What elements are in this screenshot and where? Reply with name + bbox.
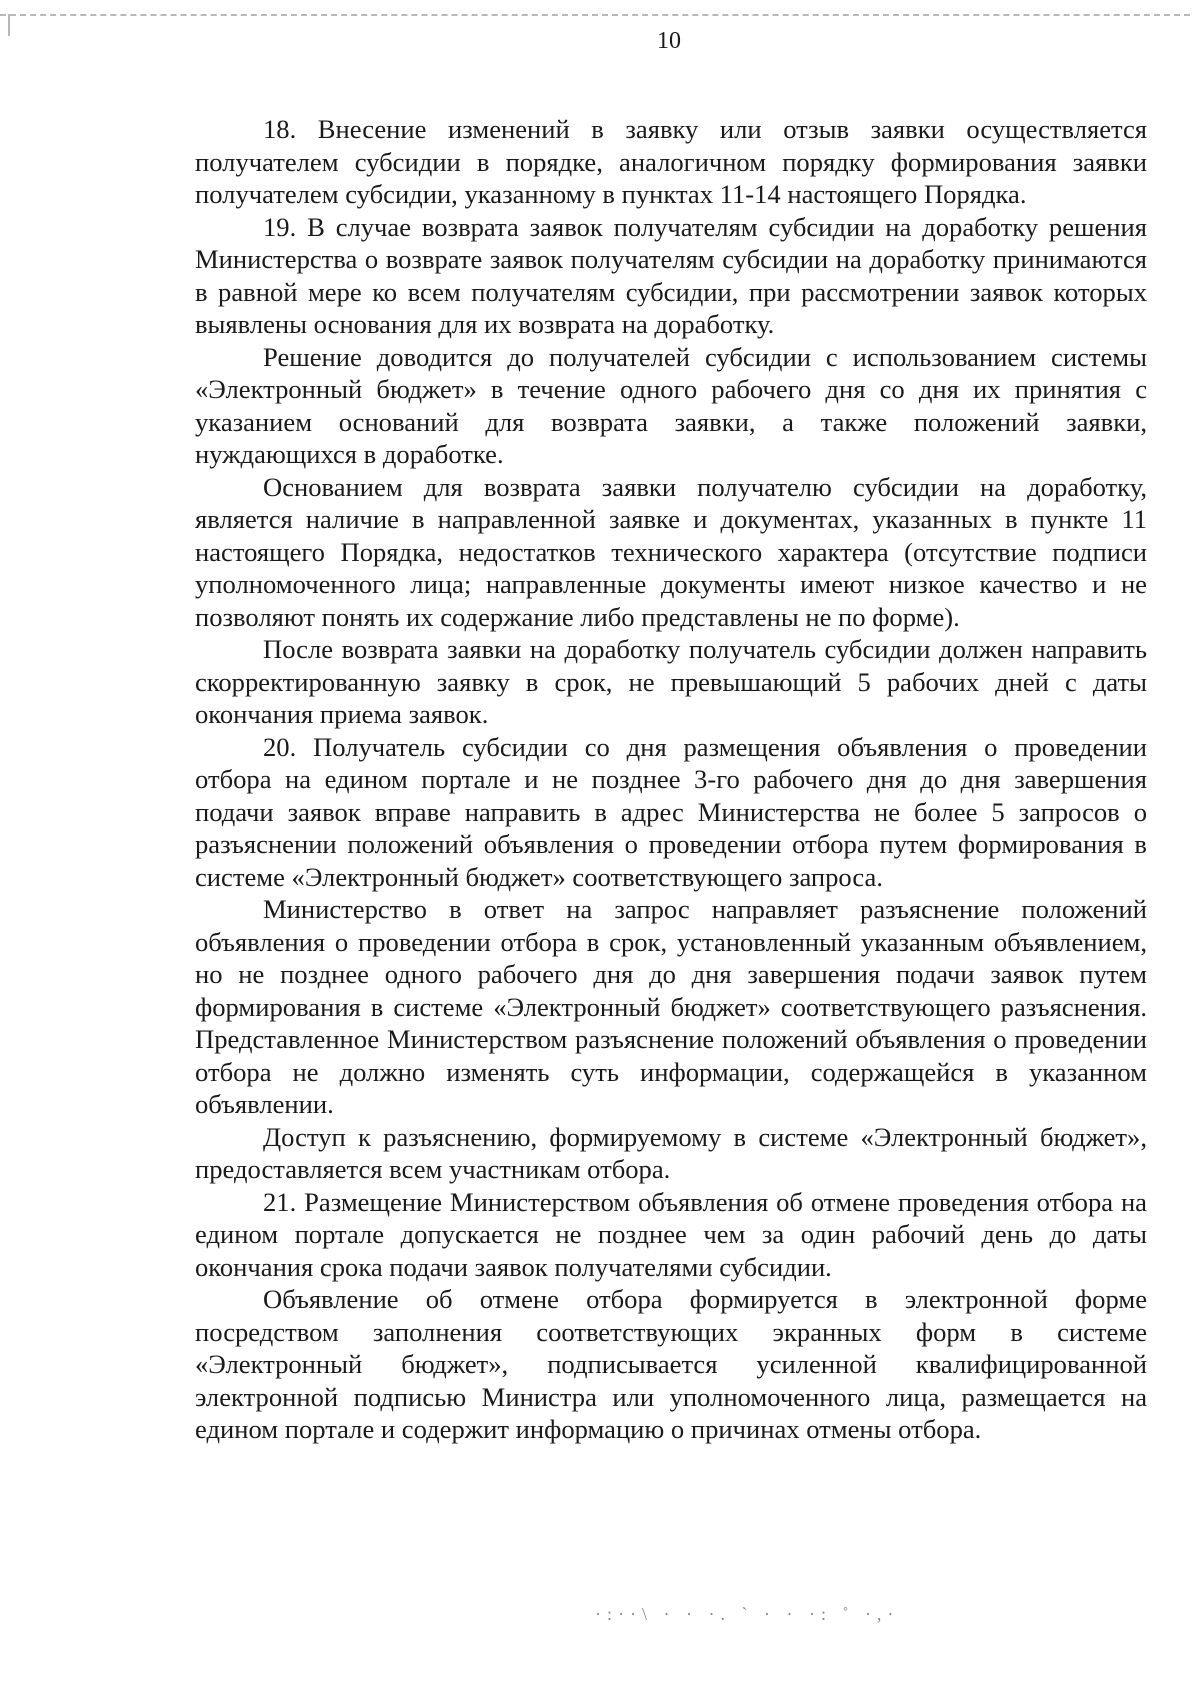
paragraph-21-cancellation: Объявление об отмене отбора формируется в электронной форме посредством заполнения соответствующих экранных форм в системе «Электронный бюджет», подписывается усиленной квалифицированной электронной подписью Министра или уполномоченного лица, размещается на едином портале и содержит информацию о причинах отмены отбора. — [195, 1284, 1147, 1444]
paragraph-19-grounds: Основанием для возврата заявки получателю субсидии на доработку, является наличие в направленной заявке и документах, указанных в пункте 11 настоящего Порядка, недостатков технического характера (отсутствие подписи уполномоченного лица; направленные документы имеют низкое качество и не позволяют понять их содержание либо представлены не по форме). — [195, 471, 1147, 632]
paragraph-18: 18. Внесение изменений в заявку или отзыв заявки осуществляется получателем субсидии в порядке, аналогичном порядку формирования заявки получателем субсидии, указанному в пунктах 11-14 настоящего Порядка. — [195, 114, 1147, 209]
paragraph-19: 19. В случае возврата заявок получателям субсидии на доработку решения Министерства о возврате заявок получателям субсидии на доработку принимаются в равной мере ко всем получателям субсидии, при рассмотрении заявок которых выявлены основания для их возврата на доработку. — [195, 211, 1147, 339]
scan-border-top — [0, 14, 1190, 16]
paragraph-21: 21. Размещение Министерством объявления об отмене проведения отбора на едином портале допускается не позднее чем за один рабочий день до даты окончания срока подачи заявок получателями субсидии. — [195, 1186, 1147, 1282]
paragraph-20-response: Министерство в ответ на запрос направляет разъяснение положений объявления о проведении отбора в срок, установленный указанным объявлением, но не позднее одного рабочего дня до дня завершения подачи заявок путем формирования в системе «Электронный бюджет» соответствующего разъяснения. Представленное Министерством разъяснение положений объявления о проведении отбора не должно изменять суть информации, содержащейся в указанном объявлении. — [195, 894, 1147, 1119]
paragraph-19-decision: Решение доводится до получателей субсидии с использованием системы «Электронный бюджет» в течение одного рабочего дня со дня их принятия с указанием оснований для возврата заявки, а также положений заявки, нуждающихся в доработке. — [195, 341, 1147, 469]
paragraph-19-resubmission: После возврата заявки на доработку получатель субсидии должен направить скорректированную заявку в срок, не превышающий 5 рабочих дней с даты окончания приема заявок. — [195, 634, 1147, 729]
page-number: 10 — [657, 28, 681, 54]
paragraph-20: 20. Получатель субсидии со дня размещения объявления о проведении отбора на едином портале и не позднее 3-го рабочего дня до дня завершения подачи заявок вправе направить в адрес Министерства не более 5 запросов о разъяснении положений объявления о проведении отбора путем формирования в системе «Электронный бюджет» соответствующего запроса. — [195, 731, 1147, 892]
document-body — [195, 113, 1147, 1446]
scan-artifacts: ·:··\ · · ·. ` · · ·: ˚ ·,· — [595, 1604, 900, 1624]
paragraph-20-access: Доступ к разъяснению, формируемому в системе «Электронный бюджет», предоставляется всем участникам отбора. — [195, 1121, 1147, 1184]
